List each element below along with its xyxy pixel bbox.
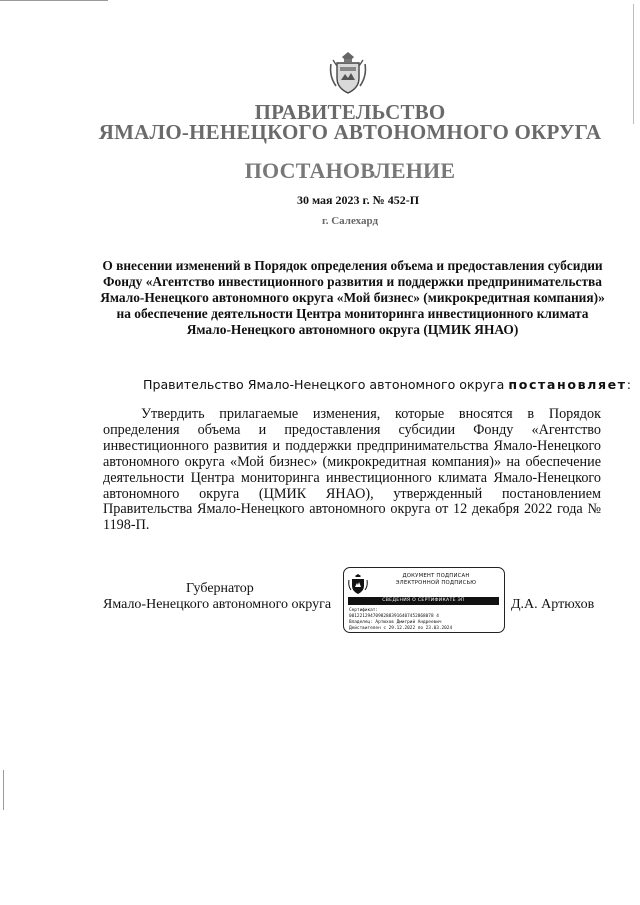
document-type: ПОСТАНОВЛЕНИЕ <box>244 158 456 183</box>
stamp-emblem-icon <box>348 573 368 595</box>
body-paragraph: Утвердить прилагаемые изменения, которые вносятся в Порядок определения объема и предоставления субсидии Фонду «Агентство инвестиционного развития и поддержки предпринимательства Ямало-Ненецкого автономного округа «Мой бизнес» (микрокредитная компания)» на обеспечение деятельности Центра мониторинга инвестиционного климата Ямало-Ненецкого автономного округа (ЦМИК ЯНАО), утвержденный постановлением Правительства Ямало-Ненецкого автономного округа от 12 декабря 2022 года № 1198-П. <box>103 406 601 534</box>
electronic-signature-stamp <box>343 567 505 633</box>
government-region: ЯМАЛО-НЕНЕЦКОГО АВТОНОМНОГО ОКРУГА <box>98 120 602 144</box>
stamp-header-line2: ЭЛЕКТРОННОЙ ПОДПИСЬЮ <box>395 580 477 586</box>
coat-of-arms-icon <box>328 50 368 96</box>
stamp-header-line1: ДОКУМЕНТ ПОДПИСАН <box>402 573 470 579</box>
city: г. Салехард <box>321 215 379 227</box>
signatory-title: Губернатор <box>186 581 254 596</box>
signatory-organization: Ямало-Ненецкого автономного округа <box>103 597 332 612</box>
scan-edge-left <box>3 770 4 810</box>
preamble <box>143 377 631 392</box>
stamp-owner: Владелец: Артюхов Дмитрий Андреевич <box>349 620 442 625</box>
stamp-serial: 00122129470982883916407452868078 4 <box>349 614 439 619</box>
preamble-text: Правительство Ямало-Ненецкого автономного округа <box>143 377 509 392</box>
stamp-certificate-label: Сертификат: <box>349 608 379 613</box>
stamp-certificate-bar: СВЕДЕНИЯ О СЕРТИФИКАТЕ ЭП <box>348 597 499 605</box>
scan-edge-top <box>0 0 108 1</box>
stamp-validity: Действителен с 29.12.2022 по 23.03.2024 <box>349 626 453 631</box>
document-subject: О внесении изменений в Порядок определения объема и предоставления субсидии Фонду «Агентство инвестиционного развития и поддержки предпринимательства Ямало-Ненецкого автономного округа «Мой бизнес» (микрокредитная компания)» на обеспечение деятельности Центра мониторинга инвестиционного климата Ямало-Ненецкого автономного округа (ЦМИК ЯНАО) <box>100 258 605 337</box>
date-number: 30 мая 2023 г. № 452-П <box>296 193 420 207</box>
preamble-end: : <box>626 377 631 392</box>
signatory-name: Д.А. Артюхов <box>511 597 595 612</box>
preamble-keyword: постановляет <box>508 377 627 392</box>
government-title: ПРАВИТЕЛЬСТВО <box>254 100 446 124</box>
